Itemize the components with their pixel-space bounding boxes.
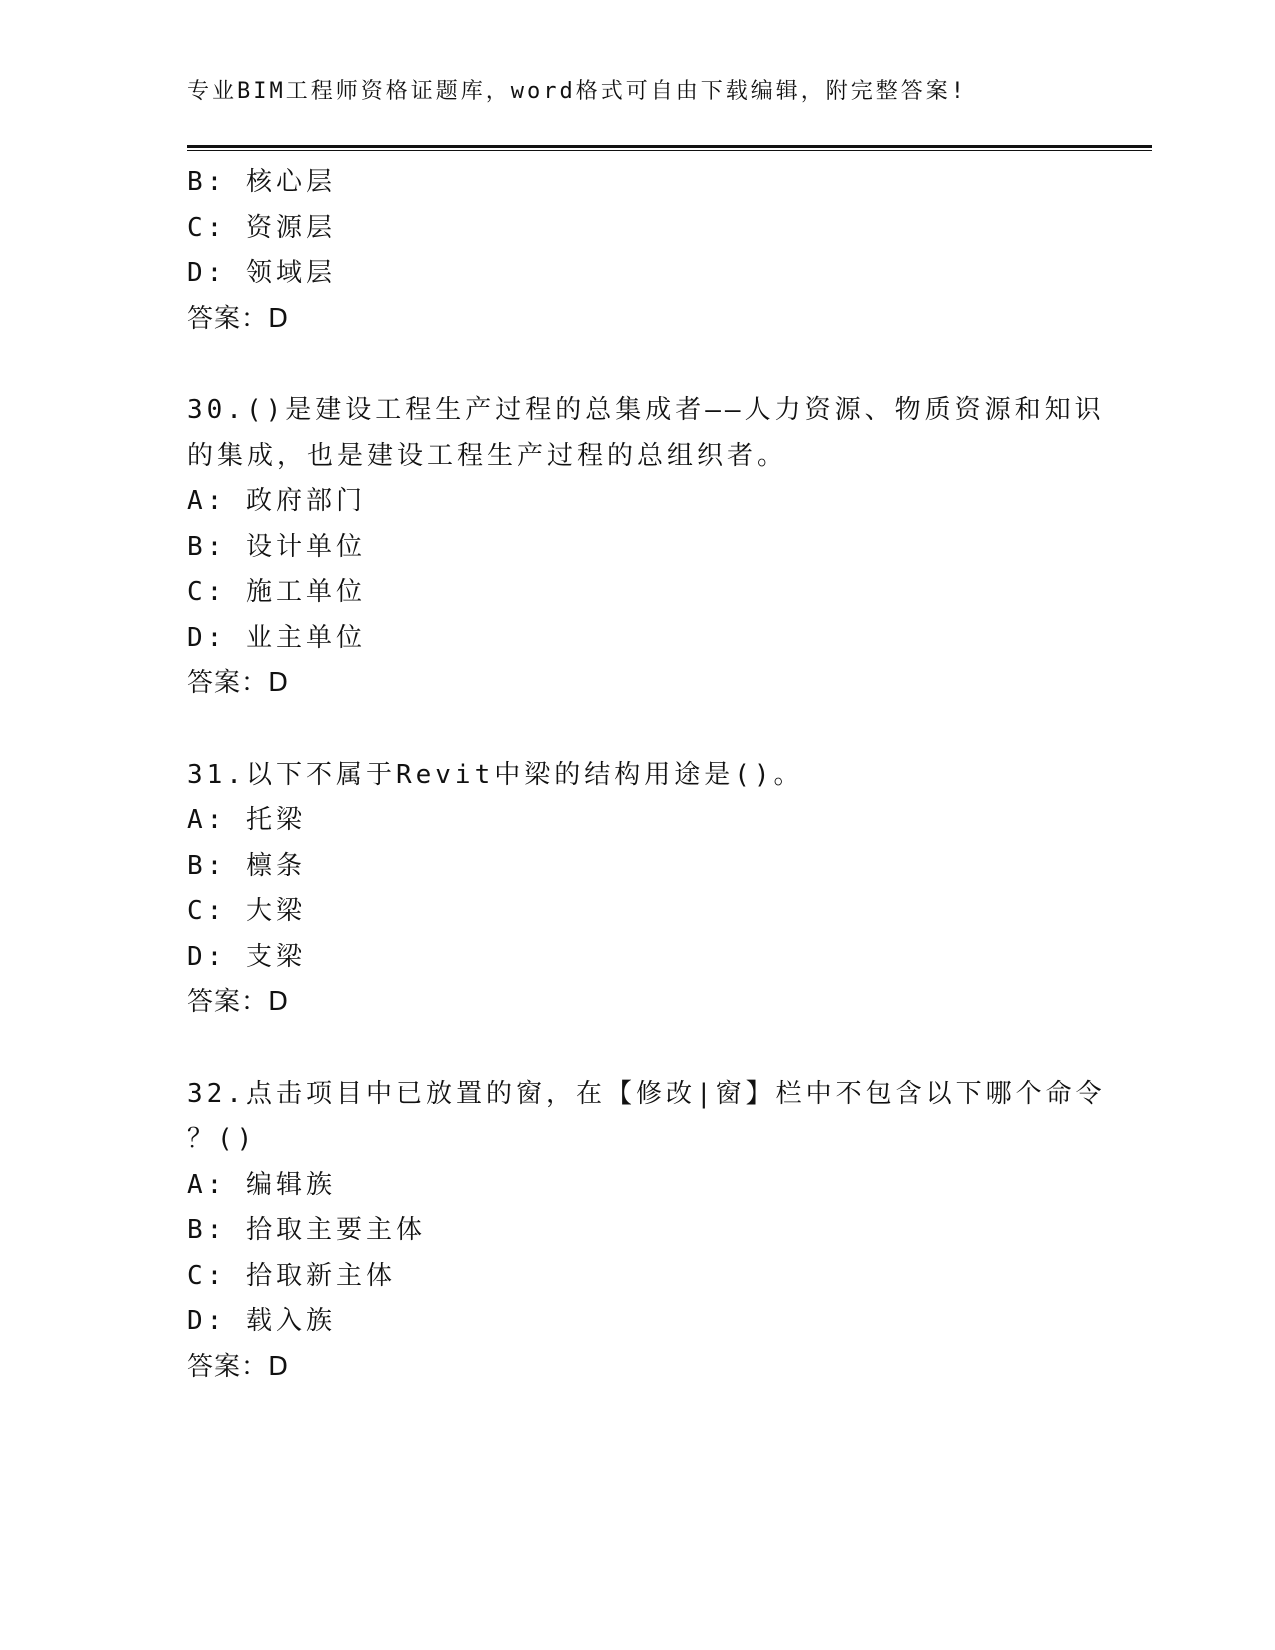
question-stem: 31.以下不属于Revit中梁的结构用途是()。 <box>187 759 804 790</box>
option-a: A: 托梁 <box>187 805 306 835</box>
question-29-tail <box>187 160 1087 342</box>
option-b: B: 设计单位 <box>187 531 366 562</box>
answer-line: 答案：D <box>187 1351 290 1382</box>
option-d: D: 支梁 <box>187 941 306 972</box>
page-header: 专业BIM工程师资格证题库，word格式可自由下载编辑，附完整答案! <box>187 79 967 104</box>
question-stem: 32.点击项目中已放置的窗，在【修改|窗】栏中不包含以下哪个命令 <box>187 1078 1106 1109</box>
option-d: D: 载入族 <box>187 1306 336 1336</box>
option-c: C: 大梁 <box>187 896 306 926</box>
header-rule-thin <box>187 150 1152 151</box>
question-stem: 30.()是建设工程生产过程的总集成者——人力资源、物质资源和知识 <box>187 395 1105 425</box>
option-b: B: 核心层 <box>187 167 336 197</box>
option-d: D: 领域层 <box>187 258 336 288</box>
option-a: A: 政府部门 <box>187 486 366 516</box>
question-31 <box>187 753 1087 1026</box>
option-a: A: 编辑族 <box>187 1169 336 1200</box>
question-32 <box>187 1072 1106 1391</box>
question-gap <box>187 1026 1087 1072</box>
option-b: B: 檩条 <box>187 850 306 881</box>
option-c: C: 资源层 <box>187 212 336 243</box>
question-list <box>187 160 1106 1390</box>
question-gap <box>187 342 1087 388</box>
option-d: D: 业主单位 <box>187 622 366 653</box>
question-gap <box>187 707 1087 753</box>
option-c: C: 施工单位 <box>187 577 366 607</box>
header-rule-thick <box>187 145 1152 148</box>
question-stem: 的集成，也是建设工程生产过程的总组织者。 <box>187 440 788 471</box>
option-c: C: 拾取新主体 <box>187 1260 396 1291</box>
answer-line: 答案：D <box>187 303 290 334</box>
question-30 <box>187 388 1105 707</box>
option-b: B: 拾取主要主体 <box>187 1215 426 1245</box>
answer-line: 答案：D <box>187 668 290 698</box>
question-stem: ？() <box>187 1124 257 1154</box>
answer-line: 答案：D <box>187 987 290 1017</box>
